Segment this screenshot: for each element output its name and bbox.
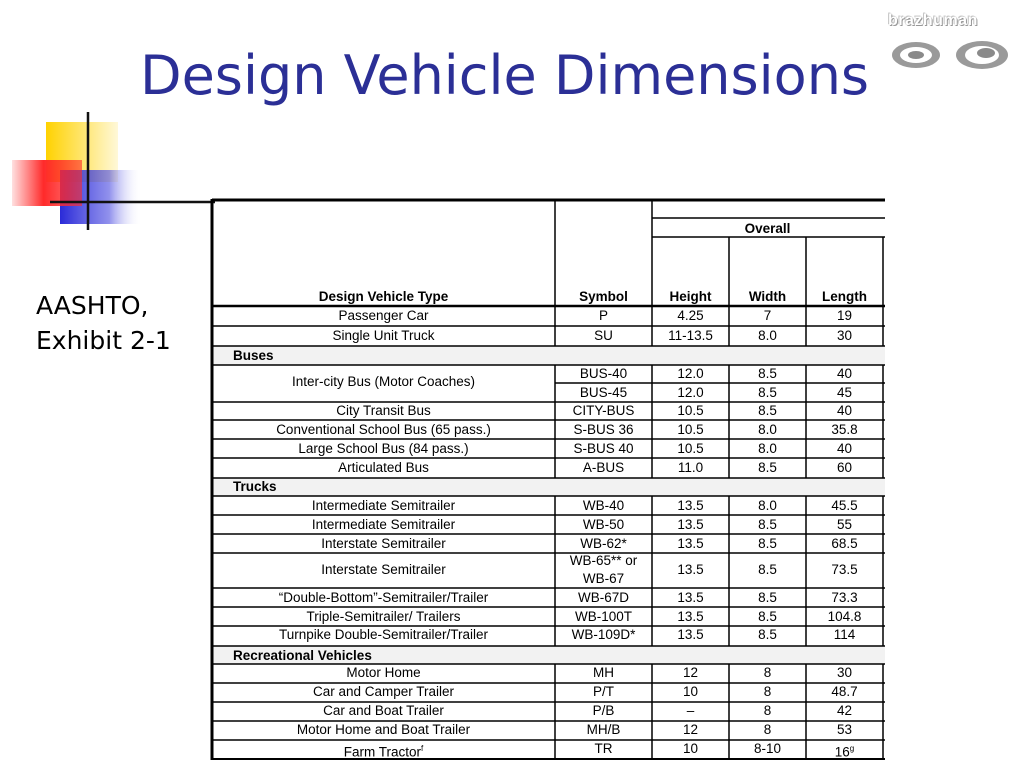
cell-width: 8.5 <box>758 403 777 418</box>
cell-width: 7 <box>763 308 772 323</box>
cell-length: 30 <box>836 328 853 343</box>
cell-width: 8.0 <box>758 422 777 437</box>
cell-length: 35.8 <box>831 422 858 437</box>
cell-width: 8.5 <box>758 460 777 475</box>
cell-height: 13.5 <box>677 609 704 624</box>
cell-width: 8.5 <box>758 609 777 624</box>
cell-height: 11.0 <box>677 460 704 475</box>
cell-symbol: WB-50 <box>582 517 625 532</box>
section-trucks: Trucks <box>233 479 277 494</box>
header-height: Height <box>669 289 712 304</box>
cell-type: Interstate Semitrailer <box>321 562 446 577</box>
cell-height: 13.5 <box>677 498 704 513</box>
cell-height: 12.0 <box>677 366 704 381</box>
cell-symbol: P/T <box>592 684 614 699</box>
dimensions-table <box>209 198 885 762</box>
header-width: Width <box>748 289 787 304</box>
cell-symbol: MH <box>593 665 614 680</box>
header-overall: Overall <box>744 221 791 236</box>
cell-height: 13.5 <box>677 536 704 551</box>
cell-width: 8.5 <box>758 385 777 400</box>
cell-symbol: WB-65** or <box>569 553 638 568</box>
cell-height: 13.5 <box>677 627 704 642</box>
cell-type: Intermediate Semitrailer <box>311 517 456 532</box>
cell-length: 40 <box>836 403 853 418</box>
cell-height: 10.5 <box>677 422 704 437</box>
cell-length <box>806 741 883 761</box>
cell-length: 114 <box>833 627 856 642</box>
cell-symbol: A-BUS <box>582 460 625 475</box>
cell-height: 10.5 <box>677 441 704 456</box>
cell-length: 60 <box>836 460 853 475</box>
cell-length: 19 <box>836 308 853 323</box>
cell-type: Turnpike Double-Semitrailer/Trailer <box>278 627 489 642</box>
cell-width: 8.0 <box>758 328 777 343</box>
cell-height: 10 <box>682 741 699 756</box>
cell-type: Motor Home and Boat Trailer <box>296 722 471 737</box>
cell-type: “Double-Bottom”-Semitrailer/Trailer <box>278 590 489 605</box>
cell-symbol: TR <box>594 741 613 756</box>
cell-length: 104.8 <box>827 609 862 624</box>
section-buses: Buses <box>233 348 274 363</box>
cell-length: 45 <box>836 385 853 400</box>
cell-type: Intermediate Semitrailer <box>311 498 456 513</box>
cell-width: 8.0 <box>758 498 777 513</box>
logo-text: brazhuman <box>888 12 978 29</box>
cell-symbol: WB-67D <box>577 590 629 605</box>
cell-symbol: P/B <box>592 703 615 718</box>
cell-length: 55 <box>836 517 853 532</box>
cell-length: 73.5 <box>831 562 858 577</box>
cell-width: 8 <box>763 722 772 737</box>
cell-width: 8.5 <box>758 536 777 551</box>
cell-width: 8 <box>763 684 772 699</box>
cell-length: 68.5 <box>831 536 858 551</box>
cell-length: 45.5 <box>831 498 858 513</box>
cell-type <box>212 741 555 761</box>
footnote-mark: g <box>849 744 855 753</box>
cell-type: Triple-Semitrailer/ Trailers <box>306 609 461 624</box>
source-line-1: AASHTO, <box>36 291 149 320</box>
cell-symbol: S-BUS 36 <box>573 422 634 437</box>
cell-type-text: Farm Tractor <box>343 744 422 760</box>
cell-height: 10 <box>682 684 699 699</box>
cell-length: 30 <box>836 665 853 680</box>
cell-width: 8 <box>763 665 772 680</box>
cell-width: 8-10 <box>753 741 782 756</box>
source-note <box>36 288 171 358</box>
cell-type: City Transit Bus <box>336 403 431 418</box>
cell-symbol: WB-40 <box>582 498 625 513</box>
header-design-vehicle-type: Design Vehicle Type <box>318 289 449 304</box>
source-line-2: Exhibit 2-1 <box>36 326 171 355</box>
cell-type: Articulated Bus <box>338 460 429 475</box>
cell-length-text: 16 <box>834 744 850 760</box>
cell-length: 73.3 <box>831 590 858 605</box>
cell-length: 40 <box>836 366 853 381</box>
cell-width: 8.5 <box>758 590 777 605</box>
cell-width: 8.5 <box>758 562 777 577</box>
cell-height: 13.5 <box>677 562 704 577</box>
cell-type: Single Unit Truck <box>332 328 435 343</box>
cell-type: Passenger Car <box>338 308 429 323</box>
cell-type: Interstate Semitrailer <box>321 536 446 551</box>
cell-height: 12 <box>682 722 699 737</box>
cell-height: 10.5 <box>677 403 704 418</box>
cell-width: 8.5 <box>758 366 777 381</box>
cell-height: 13.5 <box>677 590 704 605</box>
cell-length: 42 <box>836 703 853 718</box>
cell-symbol: WB-62* <box>580 536 627 551</box>
slide-title: Design Vehicle Dimensions <box>140 44 870 107</box>
cell-height: – <box>686 703 695 718</box>
cell-height: 13.5 <box>677 517 704 532</box>
cell-type: Motor Home <box>346 665 421 680</box>
cell-type: Large School Bus (84 pass.) <box>298 441 469 456</box>
cell-symbol: CITY-BUS <box>572 403 635 418</box>
cell-width: 8.5 <box>758 627 777 642</box>
logo-swirl-icon <box>888 38 1012 72</box>
cell-symbol: WB-100T <box>574 609 632 624</box>
cell-symbol: BUS-40 <box>579 366 628 381</box>
header-length: Length <box>822 289 867 304</box>
cell-height: 4.25 <box>677 308 704 323</box>
cell-width: 8 <box>763 703 772 718</box>
cell-height: 12.0 <box>677 385 704 400</box>
cell-symbol: BUS-45 <box>579 385 628 400</box>
cell-height: 11-13.5 <box>668 328 713 343</box>
cell-width: 8.5 <box>758 517 777 532</box>
cell-type: Conventional School Bus (65 pass.) <box>276 422 491 437</box>
cell-symbol: S-BUS 40 <box>573 441 634 456</box>
header-symbol: Symbol <box>579 289 628 304</box>
cell-type: Car and Camper Trailer <box>312 684 455 699</box>
decorative-corner-graphic <box>0 0 215 240</box>
cell-symbol: SU <box>594 328 613 343</box>
cell-length: 48.7 <box>831 684 858 699</box>
cell-length: 40 <box>836 441 853 456</box>
cell-symbol: WB-109D* <box>571 627 636 642</box>
cell-type: Inter-city Bus (Motor Coaches) <box>291 374 476 389</box>
footnote-mark: f <box>421 744 424 753</box>
cell-type: Car and Boat Trailer <box>323 703 444 718</box>
section-recreational-vehicles: Recreational Vehicles <box>233 648 372 663</box>
cell-symbol: P <box>598 308 608 323</box>
cell-width: 8.0 <box>758 441 777 456</box>
cell-length: 53 <box>836 722 853 737</box>
cell-symbol: WB-67 <box>582 571 625 586</box>
cell-height: 12 <box>682 665 699 680</box>
brand-logo <box>884 12 1012 72</box>
cell-symbol: MH/B <box>586 722 621 737</box>
